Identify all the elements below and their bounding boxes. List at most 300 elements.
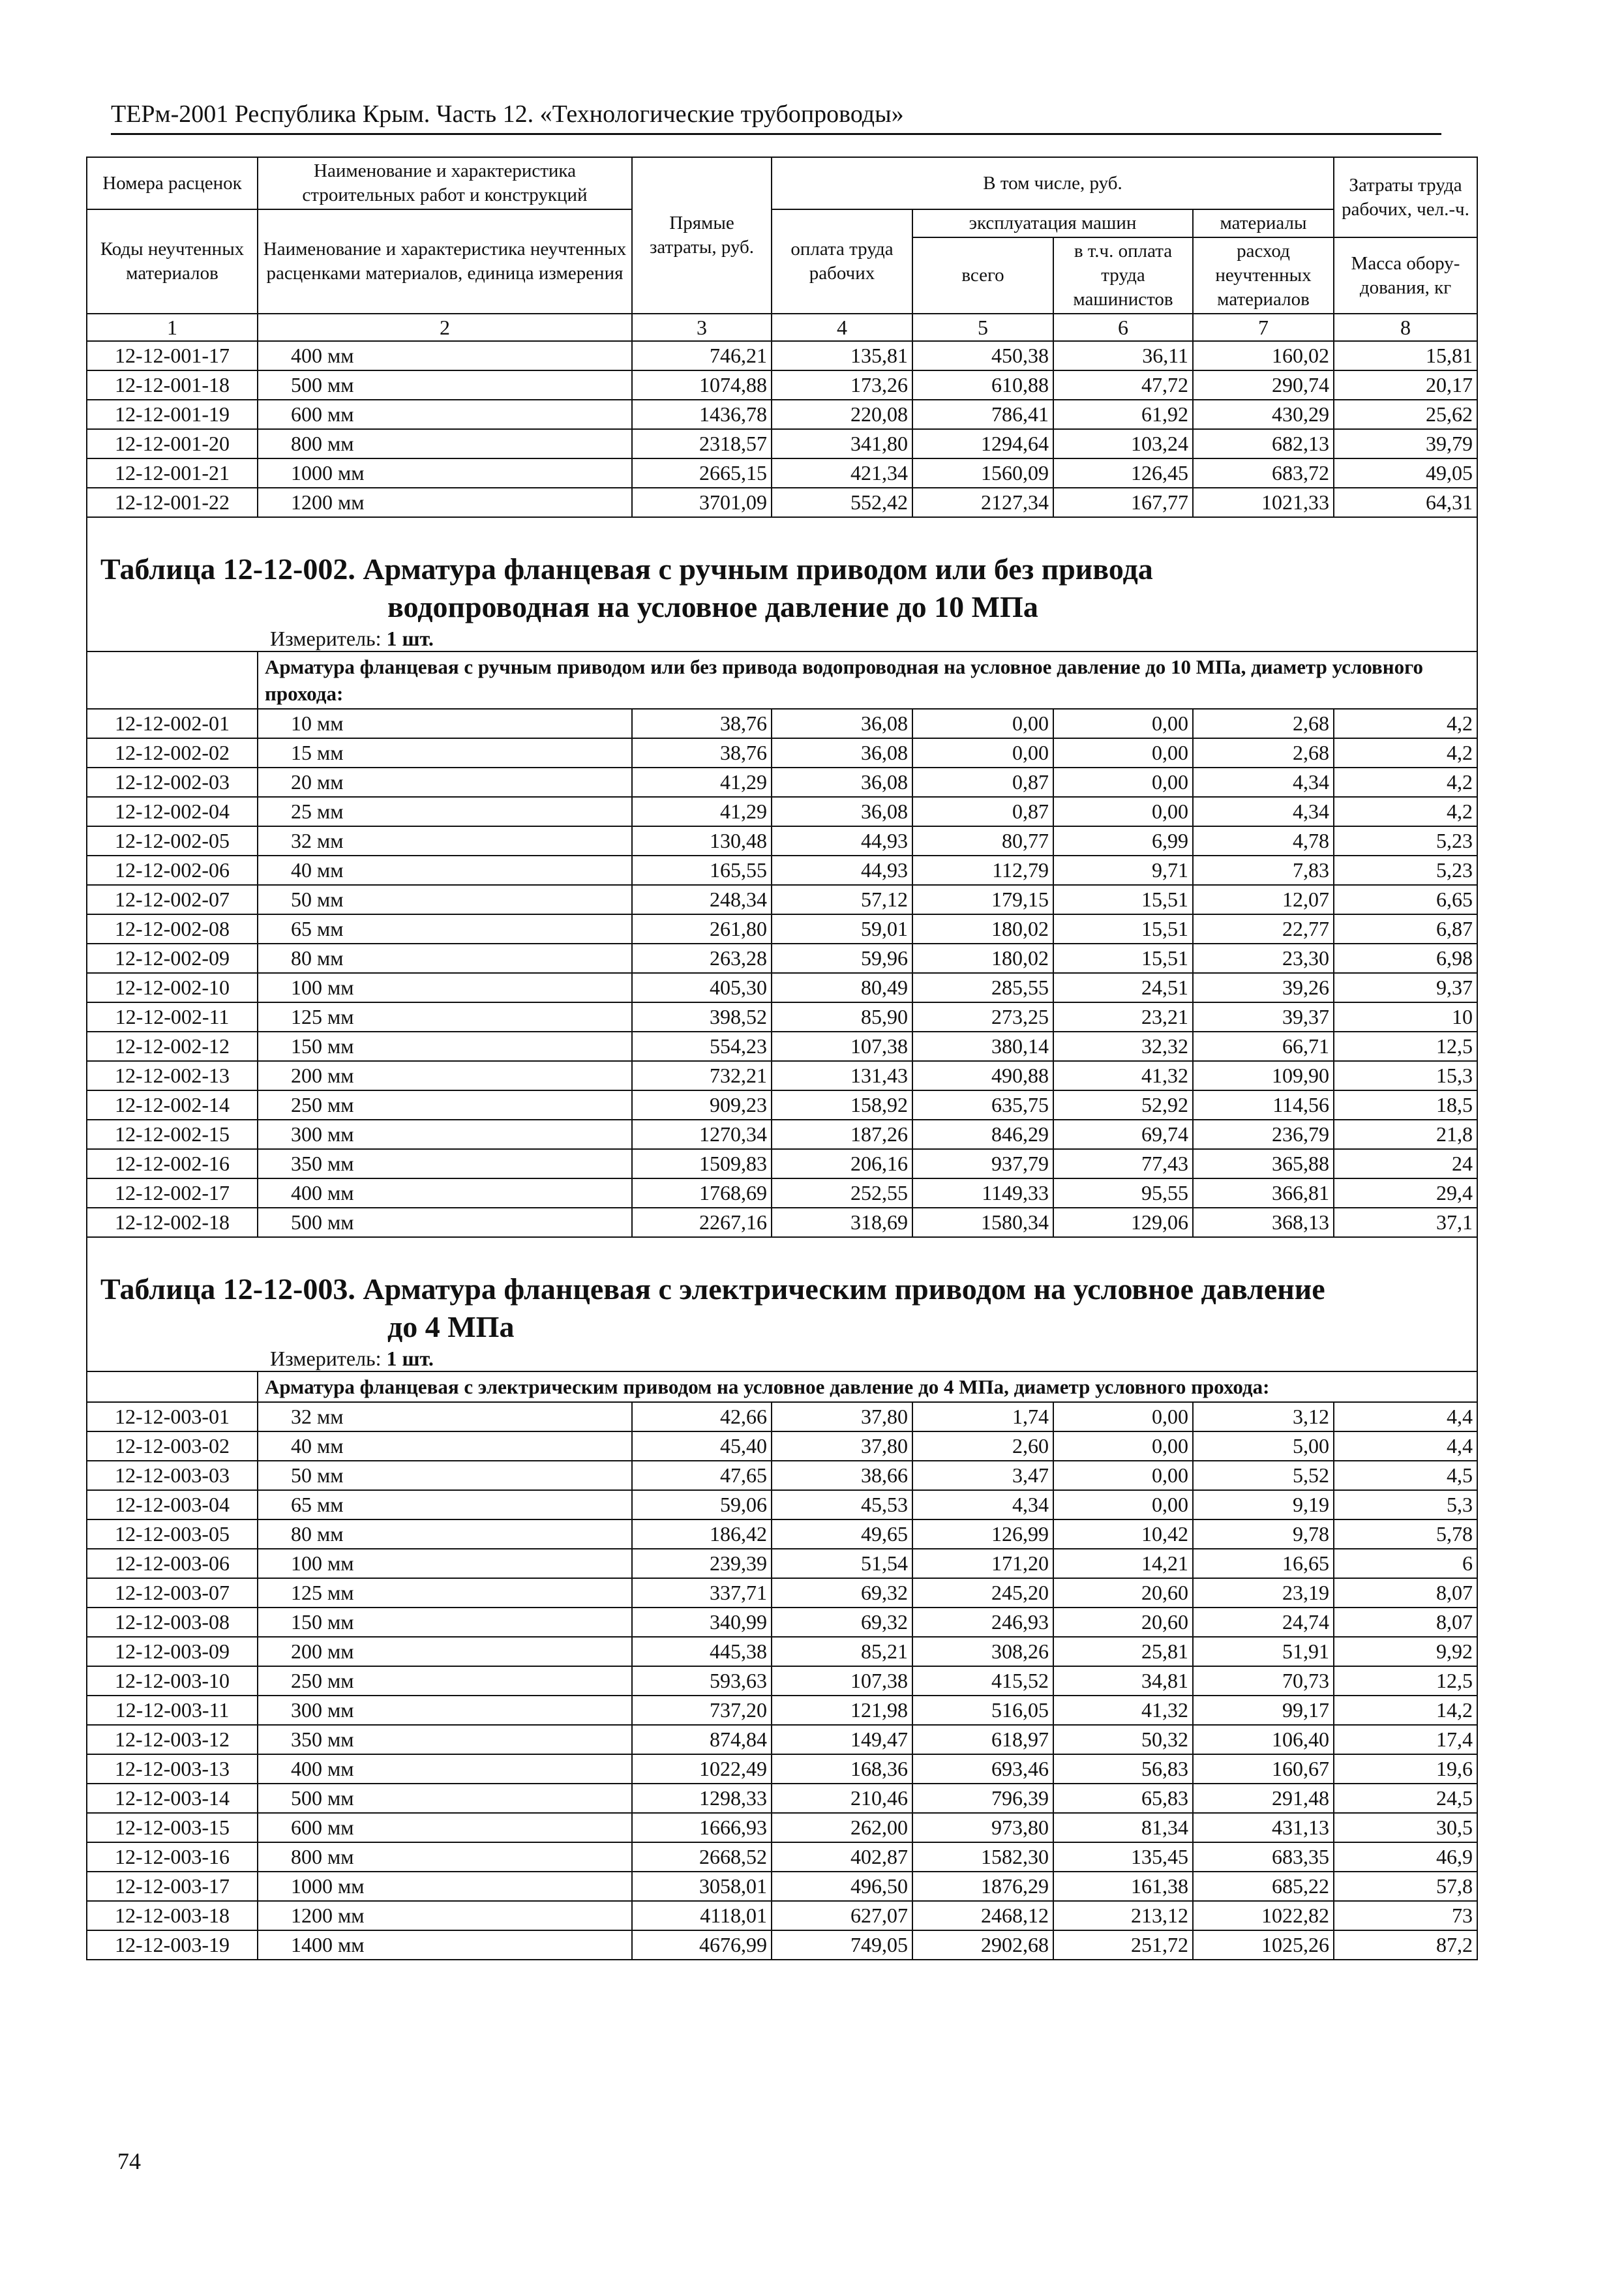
value-cell: 45,40 — [632, 1431, 772, 1461]
value-cell: 103,24 — [1053, 429, 1193, 458]
page-number: 74 — [117, 2148, 141, 2174]
table-row — [87, 458, 1477, 488]
rate-code: 12-12-002-15 — [87, 1120, 258, 1149]
value-cell: 683,72 — [1193, 458, 1334, 488]
value-cell: 973,80 — [912, 1813, 1053, 1842]
table-row — [87, 1930, 1477, 1960]
value-cell: 737,20 — [632, 1696, 772, 1725]
section-title-line: Таблица 12-12-003. Арматура фланцевая с электрическим приводом на условное давление — [100, 1272, 1325, 1306]
value-cell: 15,51 — [1053, 944, 1193, 973]
value-cell: 593,63 — [632, 1666, 772, 1696]
rate-code: 12-12-003-12 — [87, 1725, 258, 1754]
value-cell: 1270,34 — [632, 1120, 772, 1149]
value-cell: 135,81 — [772, 341, 912, 370]
value-cell: 106,40 — [1193, 1725, 1334, 1754]
value-cell: 24,5 — [1334, 1784, 1477, 1813]
value-cell: 5,3 — [1334, 1490, 1477, 1519]
value-cell: 149,47 — [772, 1725, 912, 1754]
value-cell: 2,68 — [1193, 709, 1334, 738]
item-diameter: 300 мм — [258, 1120, 632, 1149]
value-cell: 3,47 — [912, 1461, 1053, 1490]
value-cell: 69,32 — [772, 1578, 912, 1608]
rates-table — [86, 157, 1478, 1960]
table-002-group-row — [87, 651, 1477, 709]
item-diameter: 125 мм — [258, 1002, 632, 1032]
item-diameter: 150 мм — [258, 1608, 632, 1637]
item-diameter: 65 мм — [258, 914, 632, 944]
value-cell: 99,17 — [1193, 1696, 1334, 1725]
table-row — [87, 1061, 1477, 1090]
table-row — [87, 1666, 1477, 1696]
value-cell: 909,23 — [632, 1090, 772, 1120]
table-row — [87, 1208, 1477, 1237]
table-row — [87, 1842, 1477, 1872]
section-title-line: до 4 МПа — [387, 1310, 515, 1343]
value-cell: 24 — [1334, 1149, 1477, 1178]
value-cell: 59,96 — [772, 944, 912, 973]
value-cell: 65,83 — [1053, 1784, 1193, 1813]
value-cell: 41,29 — [632, 797, 772, 826]
item-diameter: 800 мм — [258, 429, 632, 458]
item-diameter: 800 мм — [258, 1842, 632, 1872]
value-cell: 23,19 — [1193, 1578, 1334, 1608]
rate-code: 12-12-002-03 — [87, 768, 258, 797]
rate-code: 12-12-003-06 — [87, 1549, 258, 1578]
rate-code: 12-12-002-06 — [87, 856, 258, 885]
table-row — [87, 1578, 1477, 1608]
table-row — [87, 856, 1477, 885]
value-cell: 18,5 — [1334, 1090, 1477, 1120]
value-cell: 50,32 — [1053, 1725, 1193, 1754]
rate-code: 12-12-002-01 — [87, 709, 258, 738]
item-diameter: 32 мм — [258, 826, 632, 856]
item-diameter: 500 мм — [258, 1208, 632, 1237]
value-cell: 239,39 — [632, 1549, 772, 1578]
table-row — [87, 1032, 1477, 1061]
value-cell: 8,07 — [1334, 1578, 1477, 1608]
value-cell: 80,49 — [772, 973, 912, 1002]
rate-code: 12-12-003-02 — [87, 1431, 258, 1461]
header-including: В том числе, руб. — [772, 157, 1334, 209]
value-cell: 308,26 — [912, 1637, 1053, 1666]
value-cell: 3058,01 — [632, 1872, 772, 1901]
value-cell: 158,92 — [772, 1090, 912, 1120]
value-cell: 5,00 — [1193, 1431, 1334, 1461]
table-row — [87, 914, 1477, 944]
header-materials: материалы — [1193, 209, 1334, 237]
value-cell: 2267,16 — [632, 1208, 772, 1237]
rate-code: 12-12-002-05 — [87, 826, 258, 856]
item-diameter: 350 мм — [258, 1149, 632, 1178]
value-cell: 52,92 — [1053, 1090, 1193, 1120]
item-diameter: 400 мм — [258, 341, 632, 370]
value-cell: 516,05 — [912, 1696, 1053, 1725]
value-cell: 173,26 — [772, 370, 912, 400]
value-cell: 160,02 — [1193, 341, 1334, 370]
value-cell: 8,07 — [1334, 1608, 1477, 1637]
table-row — [87, 738, 1477, 768]
value-cell: 73 — [1334, 1901, 1477, 1930]
value-cell: 846,29 — [912, 1120, 1053, 1149]
value-cell: 121,98 — [772, 1696, 912, 1725]
value-cell: 1025,26 — [1193, 1930, 1334, 1960]
value-cell: 4,5 — [1334, 1461, 1477, 1490]
table-row — [87, 1490, 1477, 1519]
item-diameter: 250 мм — [258, 1090, 632, 1120]
header-codes: Коды неучтенных материалов — [87, 209, 258, 314]
value-cell: 24,74 — [1193, 1608, 1334, 1637]
value-cell: 45,53 — [772, 1490, 912, 1519]
value-cell: 496,50 — [772, 1872, 912, 1901]
value-cell: 15,51 — [1053, 914, 1193, 944]
value-cell: 165,55 — [632, 856, 772, 885]
rate-code: 12-12-002-16 — [87, 1149, 258, 1178]
value-cell: 251,72 — [1053, 1930, 1193, 1960]
value-cell: 39,37 — [1193, 1002, 1334, 1032]
value-cell: 25,62 — [1334, 400, 1477, 429]
value-cell: 41,32 — [1053, 1061, 1193, 1090]
value-cell: 38,66 — [772, 1461, 912, 1490]
value-cell: 4,34 — [1193, 768, 1334, 797]
value-cell: 213,12 — [1053, 1901, 1193, 1930]
item-diameter: 400 мм — [258, 1754, 632, 1784]
rate-code: 12-12-002-09 — [87, 944, 258, 973]
value-cell: 12,07 — [1193, 885, 1334, 914]
value-cell: 37,1 — [1334, 1208, 1477, 1237]
value-cell: 2127,34 — [912, 488, 1053, 517]
value-cell: 80,77 — [912, 826, 1053, 856]
value-cell: 64,31 — [1334, 488, 1477, 517]
header-name-unaccounted: Наименование и характеристика неучтенных расценками материалов, единица измерения — [258, 209, 632, 314]
value-cell: 39,79 — [1334, 429, 1477, 458]
item-diameter: 150 мм — [258, 1032, 632, 1061]
running-header: ТЕРм-2001 Республика Крым. Часть 12. «Технологические трубопроводы» — [111, 98, 1441, 135]
value-cell: 36,08 — [772, 797, 912, 826]
value-cell: 59,06 — [632, 1490, 772, 1519]
value-cell: 365,88 — [1193, 1149, 1334, 1178]
rate-code: 12-12-003-13 — [87, 1754, 258, 1784]
header-row-1 — [87, 157, 1477, 209]
table-row — [87, 826, 1477, 856]
value-cell: 1582,30 — [912, 1842, 1053, 1872]
table-row — [87, 797, 1477, 826]
column-number: 8 — [1334, 314, 1477, 341]
value-cell: 25,81 — [1053, 1637, 1193, 1666]
item-diameter: 200 мм — [258, 1637, 632, 1666]
value-cell: 0,00 — [912, 709, 1053, 738]
value-cell: 786,41 — [912, 400, 1053, 429]
header-row-2 — [87, 209, 1477, 237]
rate-code: 12-12-002-12 — [87, 1032, 258, 1061]
value-cell: 693,46 — [912, 1754, 1053, 1784]
value-cell: 20,60 — [1053, 1608, 1193, 1637]
value-cell: 290,74 — [1193, 370, 1334, 400]
value-cell: 9,92 — [1334, 1637, 1477, 1666]
table-002-title-row — [87, 517, 1477, 626]
value-cell: 490,88 — [912, 1061, 1053, 1090]
value-cell: 167,77 — [1053, 488, 1193, 517]
value-cell: 1666,93 — [632, 1813, 772, 1842]
rate-code: 12-12-003-03 — [87, 1461, 258, 1490]
value-cell: 0,87 — [912, 797, 1053, 826]
value-cell: 220,08 — [772, 400, 912, 429]
value-cell: 5,78 — [1334, 1519, 1477, 1549]
table-row — [87, 1461, 1477, 1490]
value-cell: 4,4 — [1334, 1431, 1477, 1461]
value-cell: 20,60 — [1053, 1578, 1193, 1608]
measure-unit — [87, 626, 1477, 651]
group-empty-cell — [87, 1371, 258, 1402]
table-003-measure-row — [87, 1346, 1477, 1371]
rate-code: 12-12-001-21 — [87, 458, 258, 488]
value-cell: 36,08 — [772, 768, 912, 797]
value-cell: 135,45 — [1053, 1842, 1193, 1872]
value-cell: 77,43 — [1053, 1149, 1193, 1178]
item-diameter: 100 мм — [258, 973, 632, 1002]
value-cell: 1,74 — [912, 1402, 1053, 1431]
section-title — [100, 1270, 1477, 1346]
table-002-measure-row — [87, 626, 1477, 651]
group-empty-cell — [87, 651, 258, 709]
header-wage: оплата труда рабочих — [772, 209, 912, 314]
rate-code: 12-12-003-04 — [87, 1490, 258, 1519]
value-cell: 47,65 — [632, 1461, 772, 1490]
item-diameter: 600 мм — [258, 1813, 632, 1842]
value-cell: 746,21 — [632, 341, 772, 370]
value-cell: 405,30 — [632, 973, 772, 1002]
value-cell: 57,12 — [772, 885, 912, 914]
table-row — [87, 341, 1477, 370]
value-cell: 29,4 — [1334, 1178, 1477, 1208]
value-cell: 51,54 — [772, 1549, 912, 1578]
value-cell: 6,98 — [1334, 944, 1477, 973]
value-cell: 263,28 — [632, 944, 772, 973]
value-cell: 49,05 — [1334, 458, 1477, 488]
item-diameter: 15 мм — [258, 738, 632, 768]
table-row — [87, 973, 1477, 1002]
value-cell: 37,80 — [772, 1402, 912, 1431]
column-number: 7 — [1193, 314, 1334, 341]
value-cell: 10 — [1334, 1002, 1477, 1032]
item-diameter: 32 мм — [258, 1402, 632, 1431]
value-cell: 107,38 — [772, 1032, 912, 1061]
value-cell: 9,19 — [1193, 1490, 1334, 1519]
value-cell: 46,9 — [1334, 1842, 1477, 1872]
table-row — [87, 1784, 1477, 1813]
value-cell: 126,99 — [912, 1519, 1053, 1549]
value-cell: 39,26 — [1193, 973, 1334, 1002]
table-row — [87, 1120, 1477, 1149]
item-diameter: 350 мм — [258, 1725, 632, 1754]
rate-code: 12-12-001-17 — [87, 341, 258, 370]
value-cell: 186,42 — [632, 1519, 772, 1549]
header-total: всего — [912, 237, 1053, 314]
value-cell: 246,93 — [912, 1608, 1053, 1637]
value-cell: 210,46 — [772, 1784, 912, 1813]
rate-code: 12-12-003-19 — [87, 1930, 258, 1960]
value-cell: 36,11 — [1053, 341, 1193, 370]
value-cell: 6,65 — [1334, 885, 1477, 914]
value-cell: 0,00 — [1053, 1431, 1193, 1461]
value-cell: 47,72 — [1053, 370, 1193, 400]
rate-code: 12-12-002-08 — [87, 914, 258, 944]
table-row — [87, 885, 1477, 914]
value-cell: 749,05 — [772, 1930, 912, 1960]
rates-table-body — [87, 157, 1477, 1960]
value-cell: 112,79 — [912, 856, 1053, 885]
value-cell: 1022,82 — [1193, 1901, 1334, 1930]
value-cell: 627,07 — [772, 1901, 912, 1930]
rate-code: 12-12-002-02 — [87, 738, 258, 768]
value-cell: 1876,29 — [912, 1872, 1053, 1901]
item-diameter: 300 мм — [258, 1696, 632, 1725]
header-direct-costs: Прямые затраты, руб. — [632, 157, 772, 314]
value-cell: 337,71 — [632, 1578, 772, 1608]
table-row — [87, 1002, 1477, 1032]
value-cell: 1436,78 — [632, 400, 772, 429]
value-cell: 21,8 — [1334, 1120, 1477, 1149]
rate-code: 12-12-003-14 — [87, 1784, 258, 1813]
value-cell: 9,78 — [1193, 1519, 1334, 1549]
group-heading: Арматура фланцевая с ручным приводом или без привода водопроводная на условное давление до 10 МПа, диаметр условного прохода: — [258, 651, 1477, 709]
rate-code: 12-12-002-17 — [87, 1178, 258, 1208]
table-row — [87, 400, 1477, 429]
section-title-line: водопроводная на условное давление до 10 МПа — [387, 590, 1038, 623]
value-cell: 109,90 — [1193, 1061, 1334, 1090]
value-cell: 450,38 — [912, 341, 1053, 370]
value-cell: 69,74 — [1053, 1120, 1193, 1149]
item-diameter: 80 мм — [258, 944, 632, 973]
value-cell: 4,2 — [1334, 768, 1477, 797]
table-row — [87, 1431, 1477, 1461]
column-number: 4 — [772, 314, 912, 341]
item-diameter: 1200 мм — [258, 488, 632, 517]
value-cell: 161,38 — [1053, 1872, 1193, 1901]
rate-code: 12-12-002-04 — [87, 797, 258, 826]
value-cell: 131,43 — [772, 1061, 912, 1090]
value-cell: 341,80 — [772, 429, 912, 458]
value-cell: 15,51 — [1053, 885, 1193, 914]
rate-code: 12-12-001-20 — [87, 429, 258, 458]
value-cell: 402,87 — [772, 1842, 912, 1872]
value-cell: 6,99 — [1053, 826, 1193, 856]
value-cell: 874,84 — [632, 1725, 772, 1754]
item-diameter: 40 мм — [258, 1431, 632, 1461]
header-name: Наименование и характеристика строительных работ и конструкций — [258, 157, 632, 209]
value-cell: 5,23 — [1334, 826, 1477, 856]
value-cell: 635,75 — [912, 1090, 1053, 1120]
table-row — [87, 1637, 1477, 1666]
value-cell: 4,2 — [1334, 738, 1477, 768]
rate-code: 12-12-002-13 — [87, 1061, 258, 1090]
value-cell: 252,55 — [772, 1178, 912, 1208]
value-cell: 10,42 — [1053, 1519, 1193, 1549]
value-cell: 5,52 — [1193, 1461, 1334, 1490]
table-row — [87, 1519, 1477, 1549]
value-cell: 2,68 — [1193, 738, 1334, 768]
rate-code: 12-12-002-11 — [87, 1002, 258, 1032]
value-cell: 398,52 — [632, 1002, 772, 1032]
value-cell: 2902,68 — [912, 1930, 1053, 1960]
value-cell: 9,71 — [1053, 856, 1193, 885]
rate-code: 12-12-001-19 — [87, 400, 258, 429]
value-cell: 3,12 — [1193, 1402, 1334, 1431]
item-diameter: 65 мм — [258, 1490, 632, 1519]
rate-code: 12-12-001-22 — [87, 488, 258, 517]
value-cell: 23,30 — [1193, 944, 1334, 973]
value-cell: 236,79 — [1193, 1120, 1334, 1149]
rate-code: 12-12-002-18 — [87, 1208, 258, 1237]
table-003-title-cell — [87, 1237, 1477, 1346]
value-cell: 14,21 — [1053, 1549, 1193, 1578]
value-cell: 261,80 — [632, 914, 772, 944]
value-cell: 17,4 — [1334, 1725, 1477, 1754]
value-cell: 445,38 — [632, 1637, 772, 1666]
measure-value: 1 шт. — [386, 1347, 434, 1370]
value-cell: 126,45 — [1053, 458, 1193, 488]
value-cell: 66,71 — [1193, 1032, 1334, 1061]
table-row — [87, 768, 1477, 797]
value-cell: 24,51 — [1053, 973, 1193, 1002]
value-cell: 291,48 — [1193, 1784, 1334, 1813]
measure-unit — [87, 1346, 1477, 1371]
rate-code: 12-12-003-17 — [87, 1872, 258, 1901]
value-cell: 38,76 — [632, 738, 772, 768]
value-cell: 1294,64 — [912, 429, 1053, 458]
value-cell: 171,20 — [912, 1549, 1053, 1578]
value-cell: 23,21 — [1053, 1002, 1193, 1032]
value-cell: 4676,99 — [632, 1930, 772, 1960]
rate-code: 12-12-003-01 — [87, 1402, 258, 1431]
value-cell: 129,06 — [1053, 1208, 1193, 1237]
group-heading: Арматура фланцевая с электрическим приводом на условное давление до 4 МПа, диаметр условного прохода: — [258, 1371, 1477, 1402]
table-002-title-cell — [87, 517, 1477, 626]
value-cell: 431,13 — [1193, 1813, 1334, 1842]
value-cell: 4,2 — [1334, 709, 1477, 738]
value-cell: 168,36 — [772, 1754, 912, 1784]
value-cell: 22,77 — [1193, 914, 1334, 944]
value-cell: 732,21 — [632, 1061, 772, 1090]
rate-code: 12-12-002-07 — [87, 885, 258, 914]
item-diameter: 50 мм — [258, 885, 632, 914]
value-cell: 0,00 — [912, 738, 1053, 768]
table-row — [87, 1696, 1477, 1725]
value-cell: 368,13 — [1193, 1208, 1334, 1237]
value-cell: 0,00 — [1053, 768, 1193, 797]
column-number: 2 — [258, 314, 632, 341]
value-cell: 38,76 — [632, 709, 772, 738]
value-cell: 1074,88 — [632, 370, 772, 400]
item-diameter: 10 мм — [258, 709, 632, 738]
value-cell: 51,91 — [1193, 1637, 1334, 1666]
value-cell: 114,56 — [1193, 1090, 1334, 1120]
value-cell: 15,81 — [1334, 341, 1477, 370]
value-cell: 421,34 — [772, 458, 912, 488]
value-cell: 6 — [1334, 1549, 1477, 1578]
header-number: Номера расценок — [87, 157, 258, 209]
value-cell: 37,80 — [772, 1431, 912, 1461]
rate-code: 12-12-001-18 — [87, 370, 258, 400]
header-labor-costs: Затраты труда рабочих, чел.-ч. — [1334, 157, 1477, 237]
value-cell: 2,60 — [912, 1431, 1053, 1461]
value-cell: 1509,83 — [632, 1149, 772, 1178]
value-cell: 32,32 — [1053, 1032, 1193, 1061]
measure-label: Измеритель: — [270, 1347, 382, 1370]
table-row — [87, 1178, 1477, 1208]
column-number: 3 — [632, 314, 772, 341]
measure-value: 1 шт. — [386, 627, 434, 650]
rate-code: 12-12-003-05 — [87, 1519, 258, 1549]
